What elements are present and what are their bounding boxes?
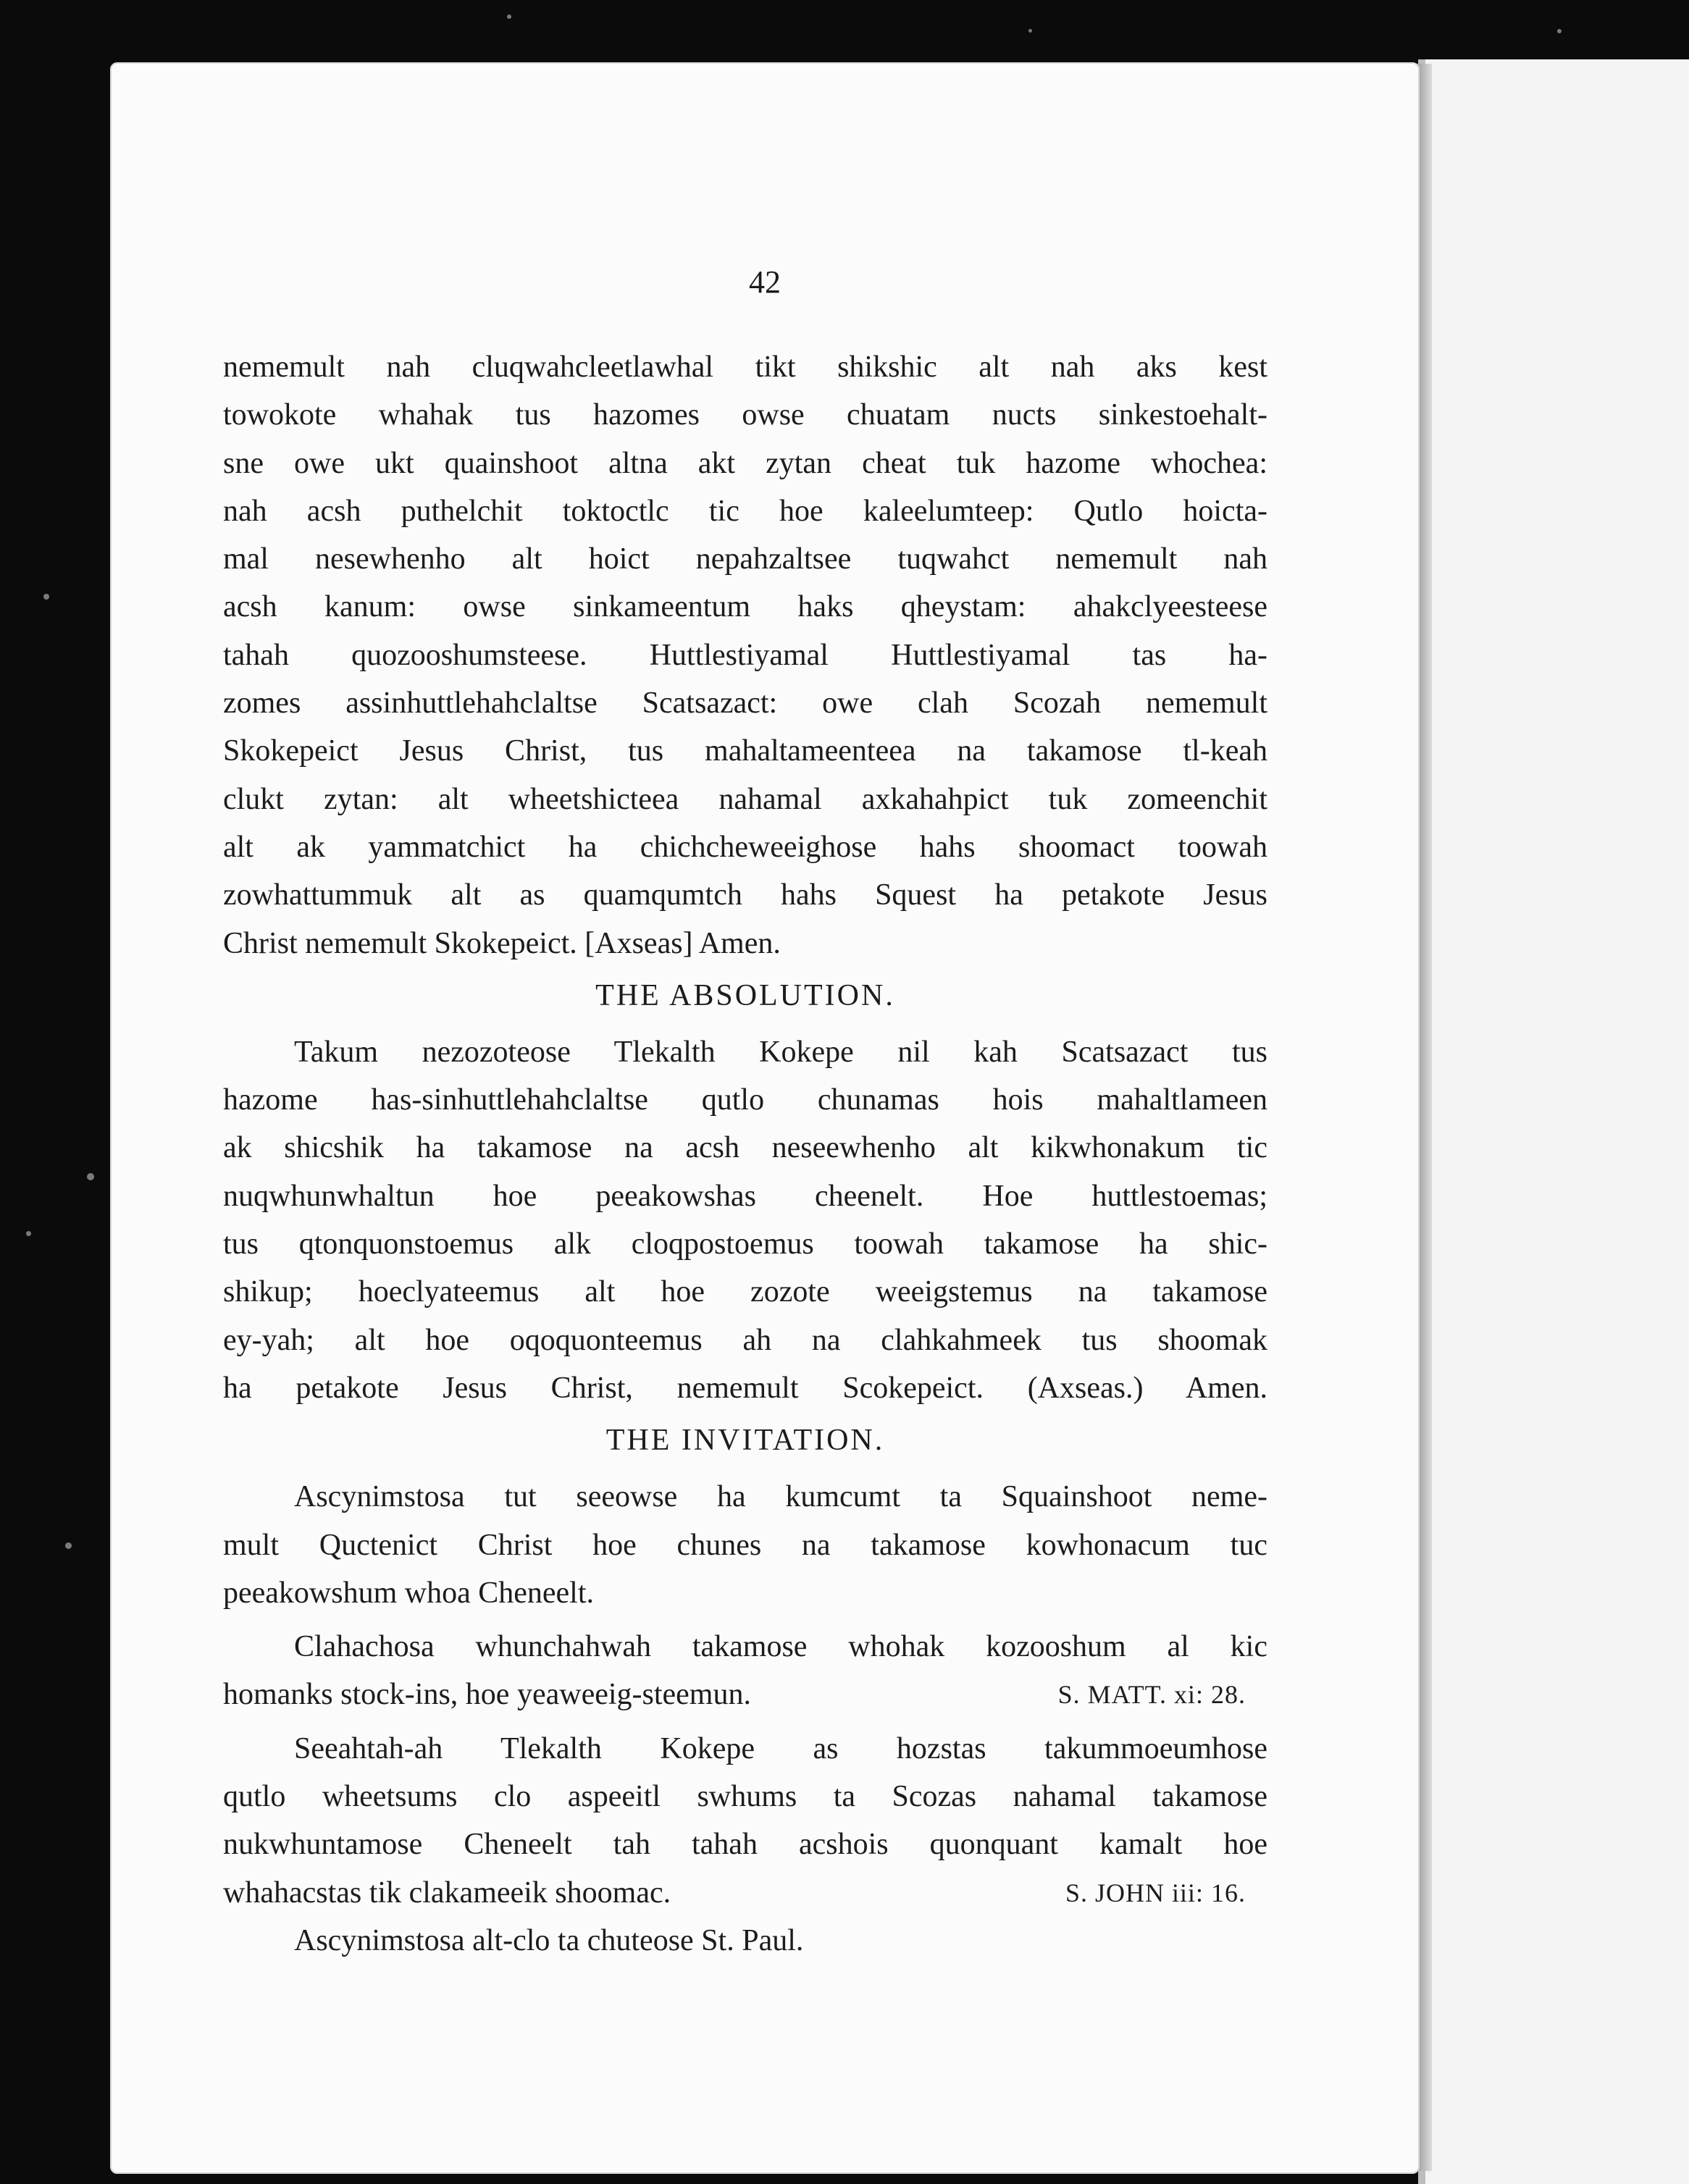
paragraph-absolution <box>223 1028 1267 1412</box>
text-line: nukwhuntamose Cheneelt tah tahah acshois quonquant kamalt hoe <box>223 1828 1267 1862</box>
paragraph-matthew-verse <box>223 1623 1267 1719</box>
scripture-reference: S. JOHN iii: 16. <box>1065 1878 1246 1907</box>
paragraph-paul-intro <box>223 1917 1267 1965</box>
page-number: 42 <box>749 264 781 300</box>
dust-speck <box>1028 29 1032 33</box>
section-heading-invitation: THE INVITATION. <box>605 1424 885 1458</box>
book-page <box>110 62 1420 2174</box>
paragraph-john-verse <box>223 1725 1267 1917</box>
text-line: Takum nezozoteose Tlekalth Kokepe nil kah Scatsazact tus <box>294 1035 1267 1069</box>
text-line: ha petakote Jesus Christ, nememult Scokepeict. (Axseas.) Amen. <box>223 1371 1267 1405</box>
text-line: Seeahtah-ah Tlekalth Kokepe as hozstas takummoeumhose <box>294 1731 1267 1765</box>
adjacent-page-edge <box>1418 59 1689 2184</box>
text-line: towokote whahak tus hazomes owse chuatam nucts sinkestoehalt- <box>223 398 1267 432</box>
text-line: qutlo wheetsums clo aspeeitl swhums ta Scozas nahamal takamose <box>223 1780 1267 1814</box>
dust-speck <box>1557 29 1562 33</box>
dust-speck <box>87 1173 94 1180</box>
text-line-with-reference <box>223 1869 1267 1917</box>
text-line: nememult nah cluqwahcleetlawhal tikt shikshic alt nah aks kest <box>223 350 1267 384</box>
paragraph-invitation-intro <box>223 1473 1267 1617</box>
page-body <box>223 343 1267 1965</box>
text-line: ey-yah; alt hoe oqoquonteemus ah na clahkahmeek tus shoomak <box>223 1323 1267 1357</box>
text-line: mult Quctenict Christ hoe chunes na takamose kowhonacum tuc <box>223 1528 1267 1562</box>
text-line: zowhattummuk alt as quamqumtch hahs Squest ha petakote Jesus <box>223 878 1267 912</box>
text-line: clukt zytan: alt wheetshicteea nahamal axkahahpict tuk zomeenchit <box>223 782 1267 816</box>
text-line: ak shicshik ha takamose na acsh neseewhenho alt kikwhonakum tic <box>223 1131 1267 1165</box>
text-line: zomes assinhuttlehahclaltse Scatsazact: owe clah Scozah nememult <box>223 686 1267 721</box>
text-line: hazome has-sinhuttlehahclaltse qutlo chunamas hois mahaltlameen <box>223 1083 1267 1117</box>
section-heading-absolution: THE ABSOLUTION. <box>595 978 895 1012</box>
text-line: Skokepeict Jesus Christ, tus mahaltameenteea na takamose tl-keah <box>223 734 1267 768</box>
text-line: shikup; hoeclyateemus alt hoe zozote weeigstemus na takamose <box>223 1275 1267 1309</box>
text-line-with-reference <box>223 1671 1267 1718</box>
text-line: nah acsh puthelchit toktoctlc tic hoe kaleelumteep: Qutlo hoicta- <box>223 494 1267 528</box>
text-line: tahah quozooshumsteese. Huttlestiyamal Huttlestiyamal tas ha- <box>223 638 1267 672</box>
text-line: sne owe ukt quainshoot altna akt zytan cheat tuk hazome whochea: <box>223 446 1267 480</box>
text-line: homanks stock-ins, hoe yeaweeig-steemun. <box>223 1678 751 1712</box>
text-line: alt ak yammatchict ha chichcheweeighose hahs shoomact toowah <box>223 830 1267 864</box>
dust-speck <box>43 594 49 600</box>
paragraph-opening <box>223 343 1267 967</box>
text-line: peeakowshum whoa Cheneelt. <box>223 1576 595 1610</box>
dust-speck <box>507 14 511 19</box>
scripture-reference: S. MATT. xi: 28. <box>1057 1680 1246 1710</box>
text-line: Ascynimstosa tut seeowse ha kumcumt ta Squainshoot neme- <box>294 1480 1267 1514</box>
text-line: whahacstas tik clakameeik shoomac. <box>223 1876 671 1910</box>
dust-speck <box>26 1231 31 1236</box>
dust-speck <box>65 1542 72 1549</box>
text-line: nuqwhunwhaltun hoe peeakowshas cheenelt. Hoe huttlestoemas; <box>223 1179 1267 1213</box>
text-line: Christ nememult Skokepeict. [Axseas] Amen. <box>223 926 781 960</box>
text-line: Clahachosa whunchahwah takamose whohak kozooshum al kic <box>294 1630 1267 1664</box>
text-line: tus qtonquonstoemus alk cloqpostoemus toowah takamose ha shic- <box>223 1227 1267 1261</box>
text-line: mal nesewhenho alt hoict nepahzaltsee tuqwahct nememult nah <box>223 542 1267 576</box>
text-line: acsh kanum: owse sinkameentum haks qheystam: ahakclyeesteese <box>223 590 1267 624</box>
text-line: Ascynimstosa alt-clo ta chuteose St. Paul. <box>294 1923 804 1957</box>
